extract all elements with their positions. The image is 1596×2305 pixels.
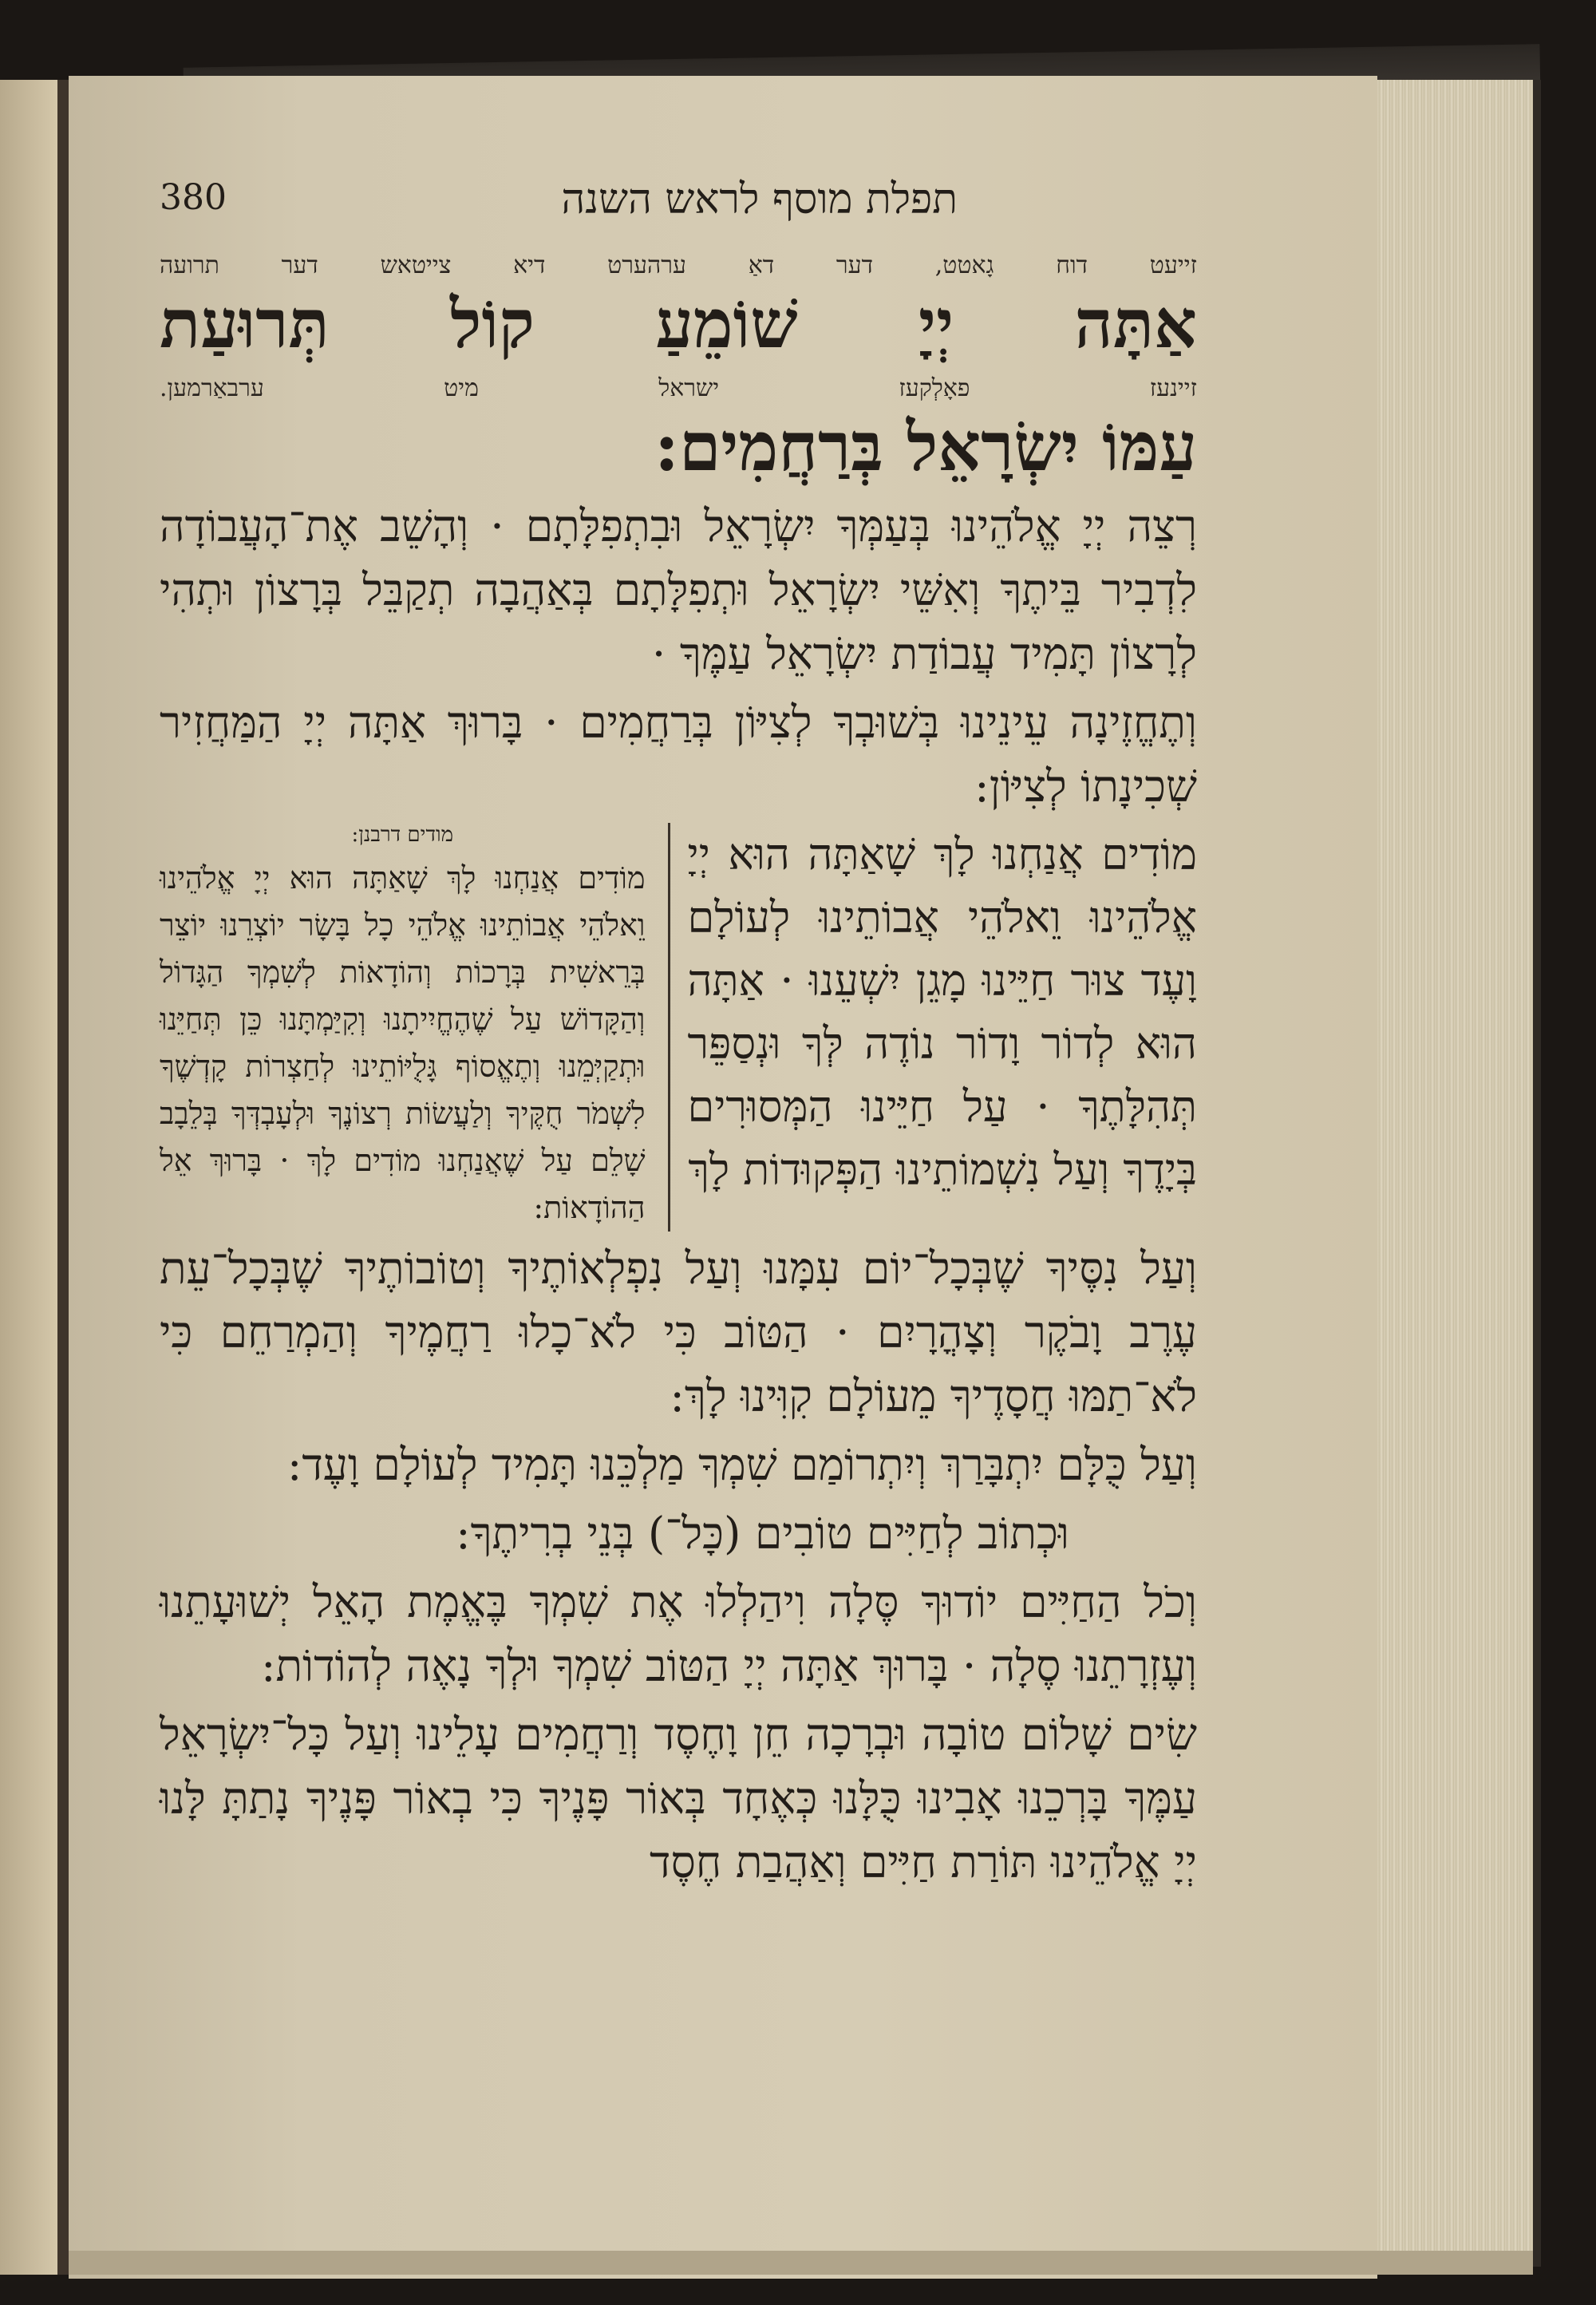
page-block-edge	[1377, 80, 1541, 2267]
left-page-edge	[0, 80, 60, 2275]
translation-gloss: זייעט דוח גָאטט, דער דאַ ערהערט דיא צייטאש דער תרועה	[160, 251, 1197, 279]
translation-gloss: זיינעז פאָלְקעז ישראל מיט ערבאַרמען.	[160, 374, 1197, 402]
sim-shalom-paragraph: שִׂים שָׁלוֹם טוֹבָה וּבְרָכָה חֵן וָחֶסֶד וְרַחֲמִים עָלֵינוּ וְעַל כָּל־יִשְׂרָאֵל עַמֶּךָ בָּרְכֵנוּ אָבִינוּ כֻּלָּנוּ כְּאֶחָד בְּאוֹר פָּנֶיךָ כִּי בְאוֹר פָּנֶיךָ נָתַתָּ לָּנוּ יְיָ אֱלֹהֵינוּ תּוֹרַת חַיִּים וְאַהֲבַת חֶסֶד	[160, 1709, 1197, 1888]
page-text	[160, 168, 1197, 1894]
veal-kulam-paragraph: וְעַל כֻּלָּם יִתְבָּרַךְ וְיִתְרוֹמַם שִׁמְךָ מַלְכֵּנוּ תָּמִיד לְעוֹלָם וָעֶד:	[286, 1439, 1197, 1490]
page-number: 380	[160, 177, 227, 218]
blessing-line: אַתָּה יְיָ שׁוֹמֵעַ קוֹל תְּרוּעַת	[160, 284, 1197, 363]
page-bottom-edge	[69, 2251, 1533, 2275]
vetechezenah-paragraph: וְתֶחֱזֶינָה עֵינֵינוּ בְּשׁוּבְךָ לְצִיּוֹן בְּרַחֲמִים · בָּרוּךְ אַתָּה יְיָ הַמַּחֲזִיר שְׁכִינָתוֹ לְצִיּוֹן:	[160, 697, 1197, 812]
modim-derabanan-text: מוֹדִים אֲנַחְנוּ לָךְ שָׁאַתָּה הוּא יְיָ אֱלֹהֵינוּ וֵאלֹהֵי אֲבוֹתֵינוּ אֱלֹהֵי כָל בָּשָׂר יוֹצְרֵנוּ יוֹצֵר בְּרֵאשִׁית בְּרָכוֹת וְהוֹדָאוֹת לְשִׁמְךָ הַגָּדוֹל וְהַקָּדוֹשׁ עַל שֶׁהֶחֱיִיתָנוּ וְקִיַּמְתָּנוּ כֵּן תְּחַיֵּנוּ וּתְקַיְּמֵנוּ וְתֶאֱסוֹף גָּלֻיּוֹתֵינוּ לְחַצְרוֹת קָדְשֶׁךָ לִשְׁמֹר חֻקֶּיךָ וְלַעֲשׂוֹת רְצוֹנֶךָ וּלְעָבְדְּךָ בְּלֵבָב שָׁלֵם עַל שֶׁאֲנַחְנוּ מוֹדִים לָךְ · בָּרוּךְ אֵל הַהוֹדָאוֹת:	[160, 860, 646, 1225]
modim-derabanan-heading: מודים דרבנן:	[351, 823, 454, 847]
uchtov-paragraph: וּכְתוֹב לְחַיִּים טוֹבִים (כָּל־) בְּנֵי בְרִיתֶךָ:	[456, 1508, 1069, 1559]
modim-main: מוֹדִים אֲנַחְנוּ לָךְ שָׁאַתָּה הוּא יְיָ אֱלֹהֵינוּ וֵאלֹהֵי אֲבוֹתֵינוּ לְעוֹלָם וָעֶד צוּר חַיֵּינוּ מָגֵן יִשְׁעֵנוּ · אַתָּה הוּא לְדוֹר וָדוֹר נוֹדֶה לְּךָ וּנְסַפֵּר תְּהִלָּתֶךָ · עַל חַיֵּינוּ הַמְּסוּרִים בְּיָדֶךָ וְעַל נִשְׁמוֹתֵינוּ הַפְּקוּדוֹת לָךְ	[668, 823, 1197, 1232]
blessing-line: עַמּוֹ יִשְׂרָאֵל בְּרַחֲמִים:	[654, 407, 1197, 486]
vechol-hachayim-paragraph: וְכֹל הַחַיִּים יוֹדוּךָ סֶּלָה וִיהַלְלוּ אֶת שִׁמְךָ בֶּאֱמֶת הָאֵל יְשׁוּעָתֵנוּ וְעֶזְרָתֵנוּ סֶלָה · בָּרוּךְ אַתָּה יְיָ הַטּוֹב שִׁמְךָ וּלְךָ נָאֶה לְהוֹדוֹת:	[160, 1576, 1197, 1691]
retzeh-paragraph: רְצֵה יְיָ אֱלֹהֵינוּ בְּעַמְּךָ יִשְׂרָאֵל וּבִתְפִלָּתָם · וְהָשֵׁב אֶת־הָעֲבוֹדָה לִדְבִיר בֵּיתֶךָ וְאִשֵּׁי יִשְׂרָאֵל וּתְפִלָּתָם בְּאַהֲבָה תְקַבֵּל בְּרָצוֹן וּתְהִי לְרָצוֹן תָּמִיד עֲבוֹדַת יִשְׂרָאֵל עַמֶּךָ ·	[160, 500, 1197, 679]
modim-columns	[160, 823, 1197, 1232]
running-title: תפלת מוסף לראש השנה	[561, 176, 958, 223]
modim-derabanan	[160, 823, 668, 1232]
page-header	[160, 168, 1197, 243]
book-gutter	[57, 80, 69, 2275]
veal-nisecha-paragraph: וְעַל נִסֶּיךָ שֶׁבְּכָל־יוֹם עִמָּנוּ וְעַל נִפְלְאוֹתֶיךָ וְטוֹבוֹתֶיךָ שֶׁבְּכָל־עֵת עֶרֶב וָבֹקֶר וְצָהֳרָיִם · הַטּוֹב כִּי לֹא־כָלוּ רַחֲמֶיךָ וְהַמְרַחֵם כִּי לֹא־תַמּוּ חֲסָדֶיךָ מֵעוֹלָם קִוִּינוּ לָךְ:	[160, 1243, 1197, 1421]
